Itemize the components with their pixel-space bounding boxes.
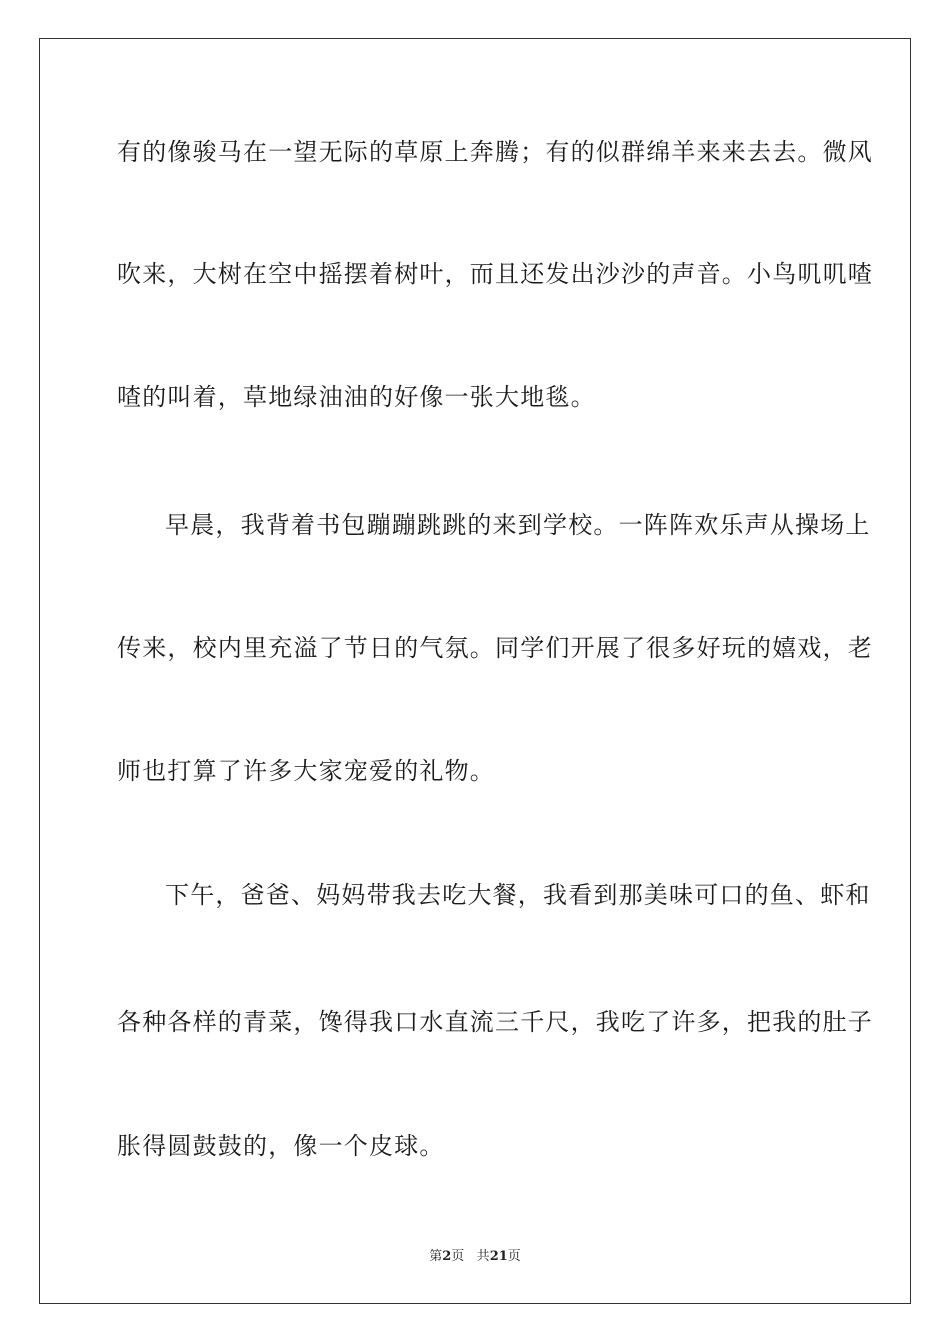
page-footer xyxy=(0,1248,950,1266)
paragraph-3-line-2: 各种各样的青菜，馋得我口水直流三千尺，我吃了许多，把我的肚子 xyxy=(117,1008,873,1036)
footer-total-prefix: 共 xyxy=(476,1249,490,1264)
current-page-number: 2 xyxy=(442,1249,452,1264)
paragraph-2-line-3: 师也打算了许多大家宠爱的礼物。 xyxy=(117,757,495,785)
paragraph-3-line-1: 下午，爸爸、妈妈带我去吃大餐，我看到那美味可口的鱼、虾和 xyxy=(165,881,871,909)
footer-prefix: 第 xyxy=(429,1249,443,1264)
paragraph-1-line-1: 有的像骏马在一望无际的草原上奔腾；有的似群绵羊来来去去。微风 xyxy=(117,138,873,166)
total-pages-number: 21 xyxy=(489,1249,508,1264)
footer-total-suffix: 页 xyxy=(507,1249,521,1264)
paragraph-2-line-1: 早晨，我背着书包蹦蹦跳跳的来到学校。一阵阵欢乐声从操场上 xyxy=(165,511,871,539)
paragraph-3-line-3: 胀得圆鼓鼓的，像一个皮球。 xyxy=(117,1132,445,1160)
paragraph-1-line-2: 吹来，大树在空中摇摆着树叶，而且还发出沙沙的声音。小鸟叽叽喳 xyxy=(117,260,873,288)
paragraph-2-line-2: 传来，校内里充溢了节日的气氛。同学们开展了很多好玩的嬉戏，老 xyxy=(117,634,873,662)
paragraph-1-line-3: 喳的叫着，草地绿油油的好像一张大地毯。 xyxy=(117,383,596,411)
footer-page-suffix: 页 xyxy=(451,1249,465,1264)
page-border xyxy=(39,38,911,1304)
